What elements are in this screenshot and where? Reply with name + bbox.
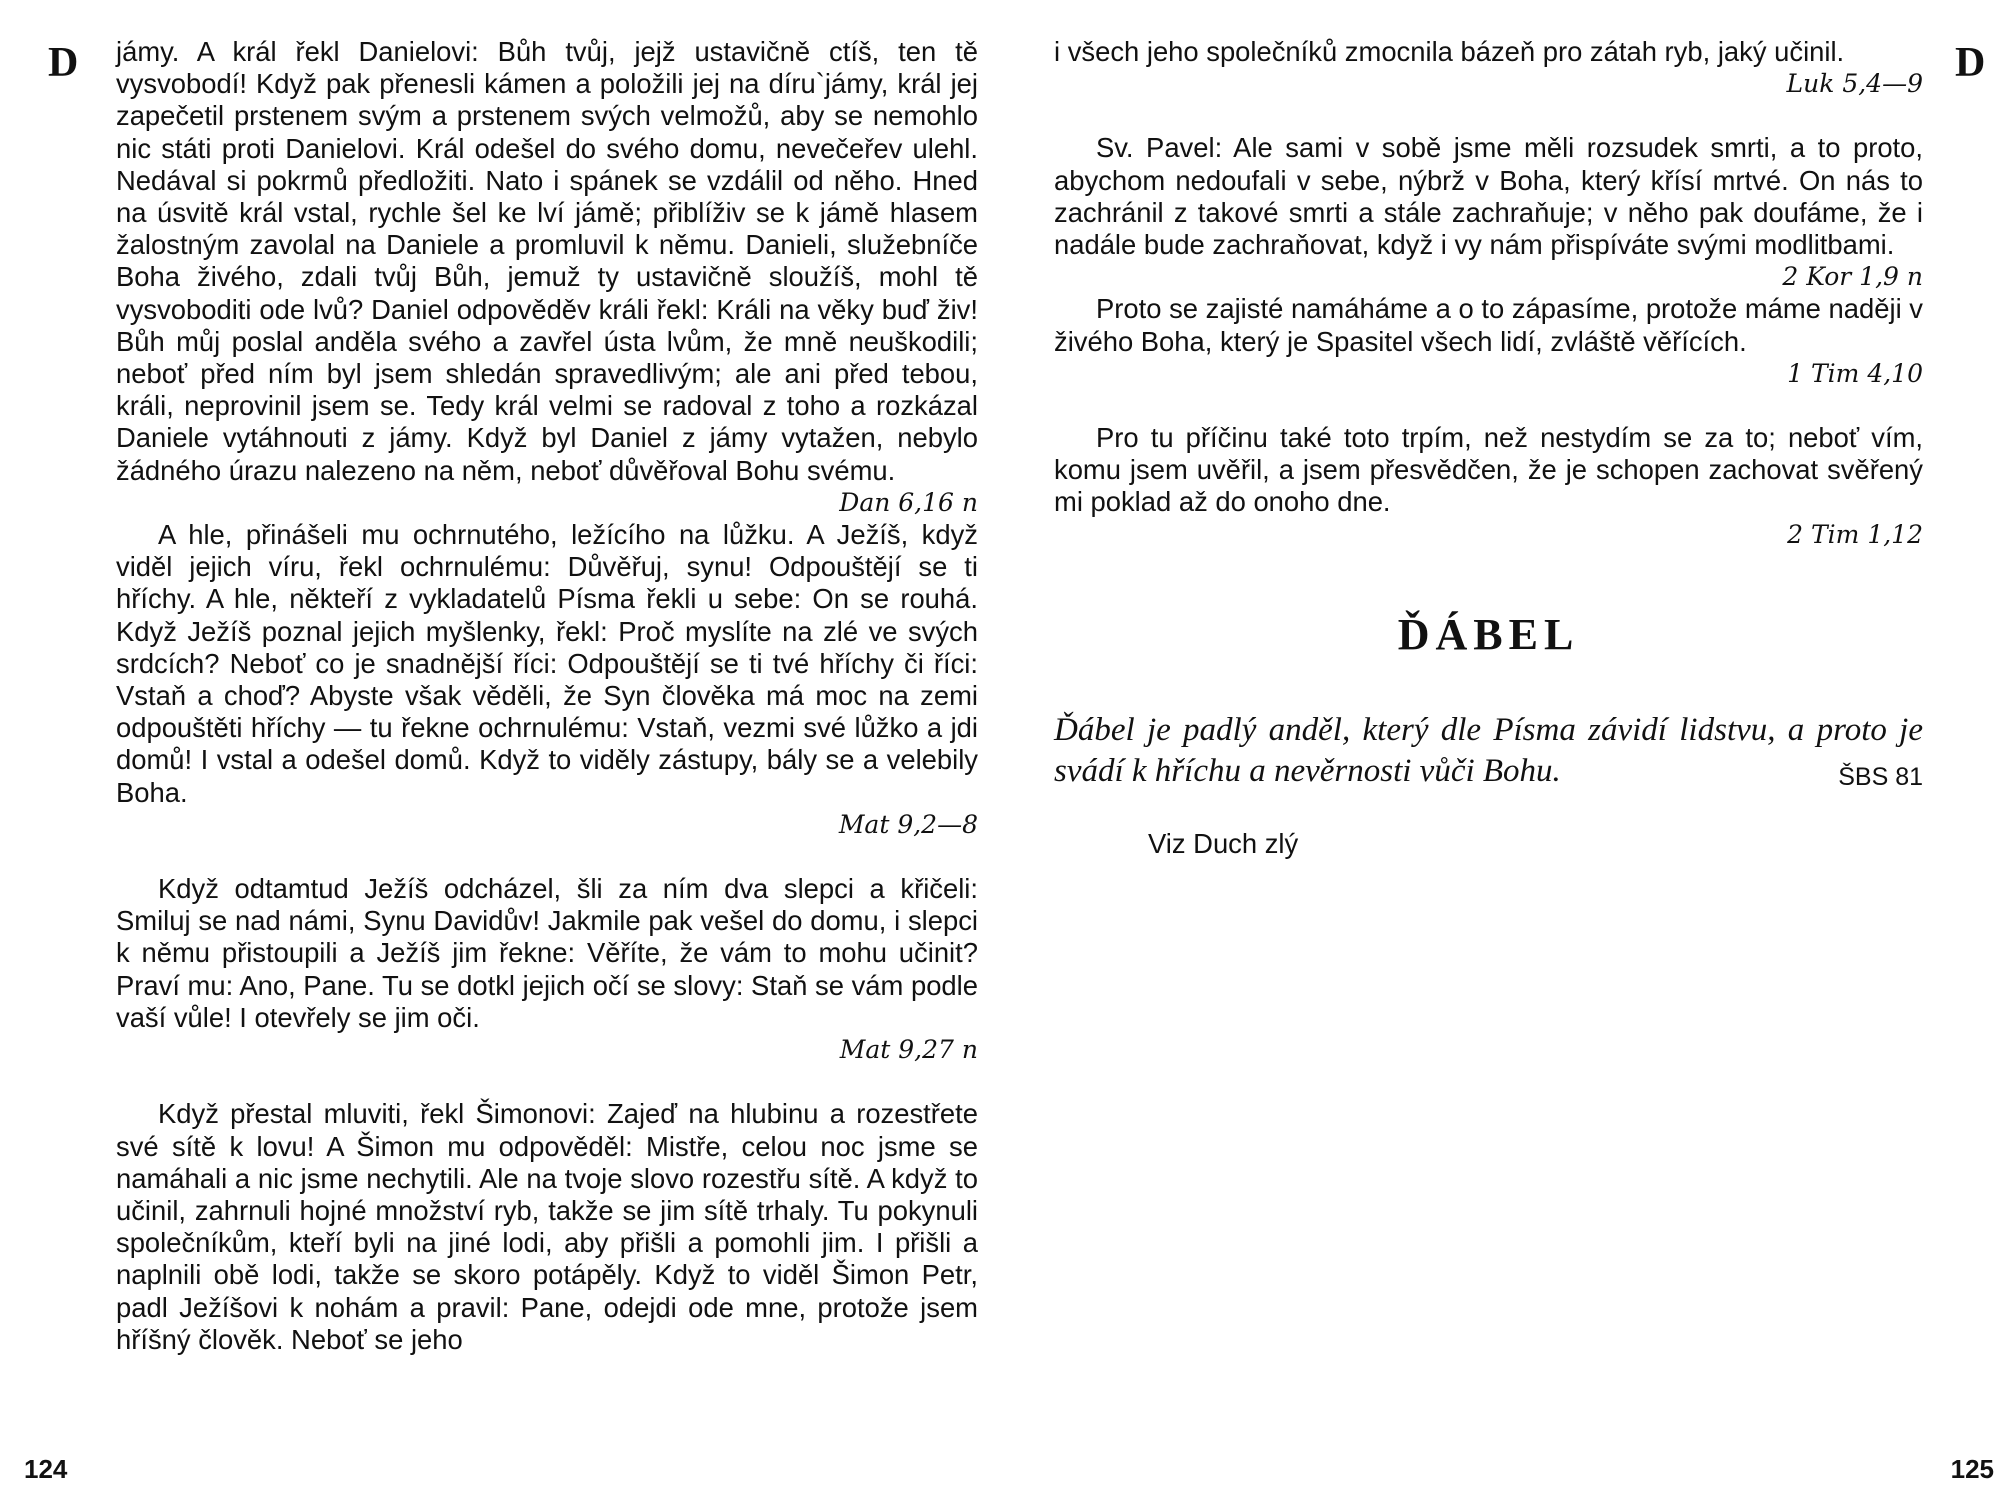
section-letter: D [1955, 40, 1986, 86]
scripture-reference: Luk 5,4—9 [1786, 69, 1923, 99]
passage [1054, 132, 1923, 293]
definition-text: Ďábel je padlý anděl, který dle Písma závidí lidstvu, a proto je svádí k hříchu a nevěrnosti vůči Bohu. [1054, 711, 1923, 789]
passage-text: Pro tu příčinu také toto trpím, než nestydím se za to; neboť vím, komu jsem uvěřil, a jsem přesvědčen, že je schopen zachovat svěřený mi poklad až do onoho dne. [1054, 422, 1923, 518]
text-column [116, 36, 978, 1356]
passage [1054, 293, 1923, 390]
scripture-reference: Mat 9,2—8 [838, 809, 978, 839]
scripture-reference: Mat 9,27 n [839, 1035, 978, 1065]
section-letter: D [48, 40, 79, 86]
passage [116, 1098, 978, 1356]
passage [1054, 422, 1923, 551]
right-page [1007, 0, 2014, 1501]
page-number: 125 [1950, 1454, 1994, 1484]
passage-text: Proto se zajisté namáháme a o to zápasíme, protože máme naději v živého Boha, který je Spasitel všech lidí, zvláště věřících. [1054, 293, 1923, 357]
passage-text: Když přestal mluviti, řekl Šimonovi: Zajeď na hlubinu a rozestřete své sítě k lovu! A Šimon mu odpověděl: Mistře, celou noc jsme se namáhali a nic jsme nechytili. Ale na tvoje slovo rozestřu sítě. A když to učinil, zahrnuli hojné množství ryb, takže se jim sítě trhaly. Tu pokynuli společníkům, kteří byli na jiné lodi, aby přišli a pomohli jim. I přišli a naplnili obě lodi, takže se skoro potápěly. Když to viděl Šimon Petr, padl Ježíšovi k nohám a pravil: Pane, odejdi ode mne, protože jsem hříšný člověk. Neboť se jeho [116, 1098, 978, 1355]
entry-heading: ĎÁBEL [1397, 609, 1580, 659]
passage-text: jámy. A král řekl Danielovi: Bůh tvůj, jejž ustavičně ctíš, ten tě vysvobodí! Když pak přenesli kámen a položili jej na díru`jámy, král jej zapečetil prstenem svým a prstenem svých velmožů, aby se nemohlo nic státi proti Danielovi. Král odešel do svého domu, nevečeřev ulehl. Nedával si pokrmů předložiti. Nato i spánek se vzdálil od něho. Hned na úsvitě král vstal, rychle šel ke lví jámě; přiblíživ se k jámě hlasem žalostným zavolal na Daniele a promluvil k němu. Danieli, služebníče Boha živého, zdali tvůj Bůh, jemuž ty ustavičně sloužíš, mohl tě vysvoboditi ode lvů? Daniel odpověděv králi řekl: Králi na věky buď živ! Bůh můj poslal anděla svého a zavřel ústa lvům, že mně neuškodili; neboť před ním byl jsem shledán spravedlivým; ale ani před tebou, králi, neprovinil jsem se. Tedy král velmi se radoval z toho a rozkázal Daniele vytáhnouti z jámy. Když byl Daniel z jámy vytažen, nebylo žádného úrazu nalezeno na něm, neboť důvěřoval Bohu svému. [116, 36, 978, 486]
passage [1054, 36, 1923, 100]
entry-definition [1054, 710, 1923, 792]
see-also-reference: Viz Duch zlý [1148, 827, 1299, 859]
scripture-reference: 1 Tim 4,10 [1787, 358, 1923, 388]
passage-text: A hle, přinášeli mu ochrnutého, ležícího na lůžku. A Ježíš, když viděl jejich víru, řekl ochrnulému: Důvěřuj, synu! Odpouštějí se ti hříchy. A hle, někteří z vykladatelů Písma řekli u sebe: On se rouhá. Když Ježíš poznal jejich myšlenky, řekl: Proč myslíte na zlé ve svých srdcích? Neboť co je snadnější říci: Odpouštějí se ti tvé hříchy či říci: Vstaň a choď? Abyste však věděli, že Syn člověka má moc na zemi odpouštěti hříchy — tu řekne ochrnulému: Vstaň, vezmi své lůžko a jdi domů! I vstal a odešel domů. Když to viděly zástupy, bály se a velebily Boha. [116, 519, 978, 808]
passage-text: Sv. Pavel: Ale sami v sobě jsme měli rozsudek smrti, a to proto, abychom nedoufali v sebe, nýbrž v Boha, který křísí mrtvé. On nás to zachránil z takové smrti a stále zachraňuje; v něho pak doufáme, že i nadále bude zachraňovat, když i vy nám přispíváte svými modlitbami. [1054, 132, 1923, 261]
passage [116, 36, 978, 519]
scripture-reference: 2 Tim 1,12 [1787, 519, 1923, 549]
scripture-reference: Dan 6,16 n [839, 487, 978, 517]
passage-text: Když odtamtud Ježíš odcházel, šli za ním dva slepci a křičeli: Smiluj se nad námi, Synu Davidův! Jakmile pak vešel do domu, i slepci k němu přistoupili a Ježíš jim řekne: Věříte, že vám to mohu učinit? Praví mu: Ano, Pane. Tu se dotkl jejich očí se slovy: Staň se vám podle vaší vůle! I otevřely se jim oči. [116, 873, 978, 1033]
passage-text: i všech jeho společníků zmocnila bázeň pro zátah ryb, jaký učinil. [1054, 36, 1845, 67]
page-number: 124 [24, 1454, 68, 1484]
passage [116, 873, 978, 1066]
text-column [1054, 36, 1923, 860]
definition-source: ŠBS 81 [1838, 762, 1923, 791]
passage [116, 519, 978, 841]
scripture-reference: 2 Kor 1,9 n [1782, 262, 1923, 292]
